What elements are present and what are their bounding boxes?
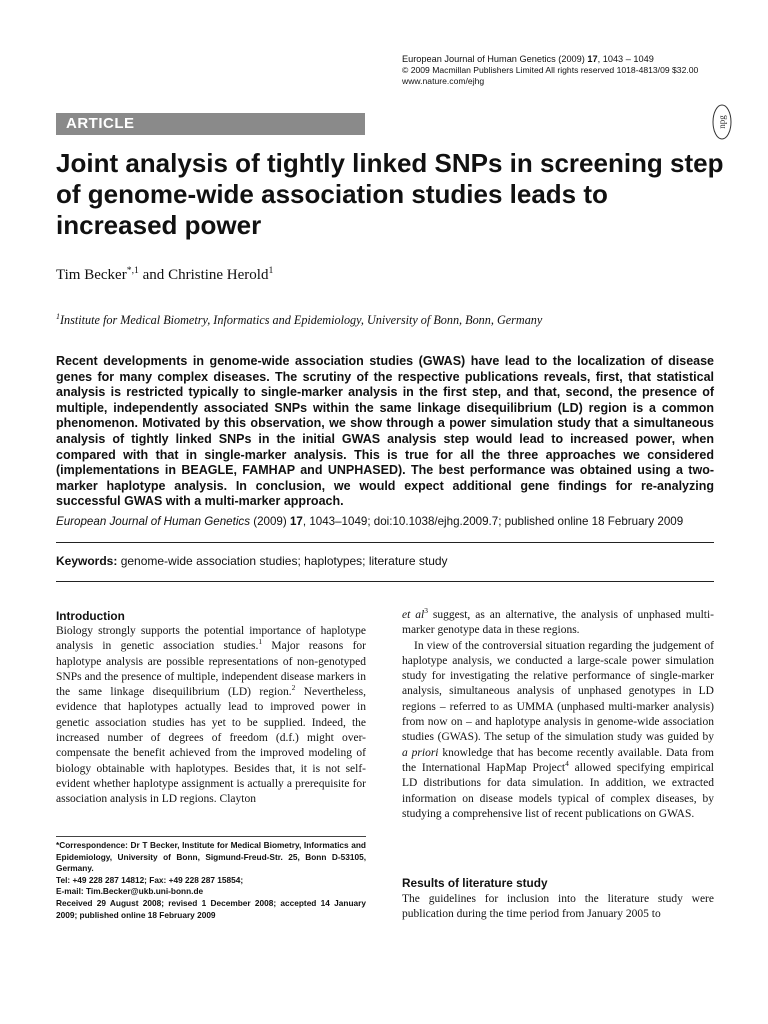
journal-header — [402, 54, 732, 129]
affiliation-text: Institute for Medical Biometry, Informatics and Epidemiology, University of Bonn, Bonn, Germany — [59, 313, 543, 327]
npg-logo — [712, 104, 732, 140]
reference-marker: 1 — [258, 637, 263, 647]
section-heading-introduction: Introduction — [56, 609, 125, 623]
affiliation — [56, 313, 716, 328]
keywords-text: genome-wide association studies; haplotypes; literature study — [117, 554, 448, 568]
section-heading-results: Results of literature study — [402, 876, 548, 890]
body-text-right-column — [402, 608, 714, 822]
journal-url: www.nature.com/ejhg — [402, 76, 485, 86]
author-list — [56, 267, 656, 284]
correspondence-footnote — [56, 840, 366, 921]
author-affiliation-marker: 1 — [268, 265, 274, 276]
author-affiliation-marker: *,1 — [126, 265, 139, 276]
paragraph-text: In view of the controversial situation regarding the judgement of haplotype analysis, we conducted a large-scale power simulation study for investigating the relative performance of single-marker analysis, simultaneous analysis of unphased genotypes in LD regions – referred to as UMMA (unphased multi-marker analysis) from now on – and haplotype analysis in genome-wide association studies (GWAS). The setup of the simulation study was guided by — [402, 639, 714, 744]
keywords — [56, 554, 716, 568]
affiliation-marker: 1 — [56, 311, 60, 321]
introduction-paragraph — [56, 624, 366, 808]
correspondence-email: E-mail: Tim.Becker@ukb.uni-bonn.de — [56, 886, 204, 897]
divider — [56, 542, 714, 543]
reference-marker: 3 — [424, 606, 428, 616]
copyright-line: © 2009 Macmillan Publishers Limited All rights reserved 1018-4813/09 $32.00 — [402, 65, 699, 75]
italic-text: et al — [402, 609, 425, 621]
intro-text-part: Biology strongly supports the potential importance of haplotype analysis in genetic association studies. — [56, 625, 366, 653]
footnote-divider — [56, 836, 366, 837]
npg-logo-text: npg — [717, 115, 728, 129]
article-type-banner: ARTICLE — [56, 113, 365, 135]
paragraph — [402, 608, 714, 639]
citation-year: (2009) — [250, 515, 290, 528]
italic-text: a priori — [402, 746, 439, 759]
paragraph-text: suggest, as an alternative, the analysis of unphased multi-marker genotype data in these regions. — [402, 609, 714, 637]
citation-details: , 1043–1049; doi:10.1038/ejhg.2009.7; published online 18 February 2009 — [302, 515, 684, 528]
correspondence-address: *Correspondence: Dr T Becker, Institute for Medical Biometry, Informatics and Epidemiology, University of Bonn, Sigmund-Freud-Str. 25, Bonn D-53105, Germany. — [56, 840, 366, 874]
abstract: Recent developments in genome-wide association studies (GWAS) have lead to the localization of disease genes for many complex diseases. The scrutiny of the respective publications reveals, first, that statistical analysis is restricted typically to single-marker analysis in the first step, and that, second, the presence of multiple, independently associated SNPs within the same linkage disequilibrium (LD) region is a common phenomenon. Motivated by this observation, we show through a power simulation study that a simultaneous analysis of tightly linked SNPs in the initial GWAS analysis step would lead to increased power, when compared with that in single-marker analysis. This is true for all the three approaches we considered (implementations in BEAGLE, FAMHAP and UNPHASED). The best performance was obtained using a two-marker haplotype analysis. In conclusion, we would expect additional gene findings for re-analyzing successful GWAS with a multi-marker approach. — [56, 354, 714, 509]
paragraph-text: knowledge that has become recently available. Data from the International HapMap Project — [402, 746, 714, 774]
keywords-label: Keywords: — [56, 554, 118, 568]
received-dates: Received 29 August 2008; revised 1 December 2008; accepted 14 January 2009; published online 18 February 2009 — [56, 897, 366, 920]
author-name: Tim Becker — [56, 267, 127, 283]
citation-line — [56, 514, 716, 529]
results-paragraph: The guidelines for inclusion into the literature study were publication during the time period from January 2005 to — [402, 893, 714, 921]
paragraph — [402, 639, 714, 823]
divider — [56, 581, 714, 582]
journal-volume: 17 — [587, 54, 598, 64]
intro-text-part: Major reasons for haplotype analysis are possible representations of non-genotyped SNPs and the presence of multiple, independent disease markers in the same linkage disequilibrium (LD) region. — [56, 640, 366, 699]
article-title: Joint analysis of tightly linked SNPs in screening step of genome-wide association studies leads to increased power — [56, 148, 724, 240]
paragraph-text: allowed specifying empirical LD distributions for data simulation. In addition, we extracted information on disease models typical of complex diseases, by studying a comprehensive list of recent publications on GWAS. — [402, 761, 714, 820]
journal-pages: , 1043 – 1049 — [597, 54, 654, 64]
author-name: Christine Herold — [168, 267, 269, 283]
citation-journal: European Journal of Human Genetics — [56, 515, 250, 528]
citation-volume: 17 — [289, 515, 303, 528]
reference-marker: 4 — [565, 759, 569, 769]
reference-marker: 2 — [291, 683, 296, 693]
journal-name-year: European Journal of Human Genetics (2009) — [402, 54, 588, 64]
correspondence-phone: Tel: +49 228 287 14812; Fax: +49 228 287 15854; — [56, 874, 244, 885]
journal-citation-line — [402, 54, 732, 65]
author-connector: and — [138, 267, 169, 283]
intro-text-part: Nevertheless, evidence that haplotypes actually lead to improved power in genetic association studies has yet to be supplied. Indeed, the increased number of degrees of freedom (d.f.) might over-compensate the benefit achieved from the improved modeling of biology obtainable with haplotypes. Besides that, it is not self-evident whether haplotype assignment is actually a prerequisite for association analysis in LD regions. Clayton — [56, 686, 366, 806]
